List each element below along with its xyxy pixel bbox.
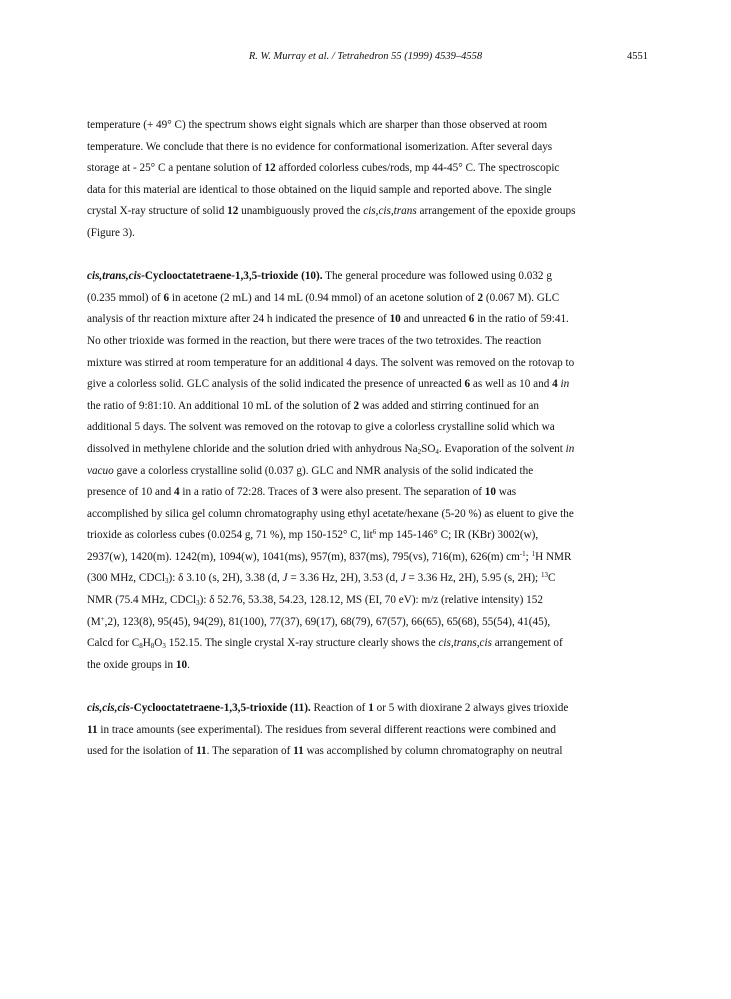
text-line: analysis of thr reaction mixture after 24 h indicated the presence of 10 and unreacted 6 in the ratio of 59:41. (87, 313, 569, 326)
text-line: dissolved in methylene chloride and the solution dried with anhydrous $Na_2SO_4$. Evaporation of the solvent in (87, 442, 575, 456)
page-body (87, 115, 657, 784)
text-line: cis,trans,cis-Cyclooctatetraene-1,3,5-trioxide (10). The general procedure was followed using 0.032 g (87, 270, 552, 283)
text-line: 11 in trace amounts (see experimental). The residues from several different reactions were combined and (87, 723, 556, 736)
text-line: presence of 10 and 4 in a ratio of 72:28. Traces of 3 were also present. The separation of 10 was (87, 486, 517, 499)
text-line: (M+,2), 123(8), 95(45), 94(29), 81(100), 77(37), 69(17), 68(79), 67(57), 66(65), 65(68), 55(54), 41(45), (87, 614, 551, 628)
text-line: cis,cis,cis-Cyclooctatetraene-1,3,5-trioxide (11). Reaction of 1 or 5 with dioxirane 2 always gives trioxide (87, 702, 569, 715)
text-line: used for the isolation of 11. The separation of 11 was accomplished by column chromatography on neutral (87, 745, 563, 758)
compound-heading: cis,trans,cis-Cyclooctatetraene-1,3,5-trioxide (10). (87, 270, 323, 283)
text-line: NMR (75.4 MHz, CDCl$_3$): δ 52.76, 53.38, 54.23, 128.12, MS (EI, 70 eV): m/z (relative intensity) 152 (87, 594, 543, 608)
text-line: trioxide as colorless cubes (0.0254 g, 71 %), mp 150-152° C, lit$^6$ mp 145-146° C; IR (KBr) 3002(w), (87, 528, 539, 542)
paragraph-compound-12-discussion (87, 115, 657, 245)
text-line: 2937(w), 1420(m). 1242(m), 1094(w), 1041(ms), 957(m), 837(ms), 795(vs), 716(m), 626(m) $cm^{-1}$; $^1$H NMR (87, 549, 572, 563)
text-line: give a colorless solid. GLC analysis of the solid indicated the presence of unreacted 6 as well as 10 and 4 in (87, 378, 570, 391)
text-line: (0.235 mmol) of 6 in acetone (2 mL) and 14 mL (0.94 mmol) of an acetone solution of 2 (0.067 M). GLC (87, 291, 560, 304)
text-line: additional 5 days. The solvent was removed on the rotovap to give a colorless crystalline solid which wa (87, 421, 555, 434)
text-line: (300 MHz, CDCl$_3$): δ 3.10 (s, 2H), 3.38 (d, J = 3.36 Hz, 2H), 3.53 (d, J = 3.36 Hz, 2H), 5.95 (s, 2H); $^{13}$C (87, 571, 556, 586)
running-title: R. W. Murray et al. / Tetrahedron 55 (1999) 4539–4558 (248, 51, 483, 62)
compound-heading: cis,cis,cis-Cyclooctatetraene-1,3,5-trioxide (11). (87, 702, 311, 715)
text-line: temperature (+ 49° C) the spectrum shows eight signals which are sharper than those observed at room (87, 119, 548, 131)
text-line: the oxide groups in 10. (87, 658, 190, 671)
text-line: accomplished by silica gel column chromatography using ethyl acetate/hexane (5-20 %) as eluent to give the (87, 507, 574, 520)
text-line: (Figure 3). (87, 226, 135, 239)
page-number: 4551 (627, 51, 648, 62)
text-line: Calcd for $C_8H_8O_3$ 152.15. The single crystal X-ray structure clearly shows the cis,trans,cis arrangement of (87, 637, 563, 651)
text-line: the ratio of 9:81:10. An additional 10 mL of the solution of 2 was added and stirring continued for an (87, 399, 539, 412)
text-line: crystal X-ray structure of solid 12 unambiguously proved the cis,cis,trans arrangement of the epoxide groups (87, 205, 576, 218)
text-line: No other trioxide was formed in the reaction, but there were traces of the two tetroxides. The reaction (87, 334, 542, 347)
text-line: vacuo gave a colorless crystalline solid (0.037 g). GLC and NMR analysis of the solid indicated the (87, 464, 534, 477)
paragraph-compound-10-preparation (87, 266, 657, 676)
text-line: storage at - 25° C a pentane solution of 12 afforded colorless cubes/rods, mp 44-45° C. The spectroscopic (87, 162, 560, 175)
text-line: data for this material are identical to those obtained on the liquid sample and reported above. The single (87, 183, 552, 196)
text-line: mixture was stirred at room temperature for an additional 4 days. The solvent was removed on the rotovap to (87, 356, 575, 369)
text-line: temperature. We conclude that there is no evidence for conformational isomerization. After several days (87, 140, 553, 153)
paragraph-compound-11-preparation (87, 698, 657, 763)
